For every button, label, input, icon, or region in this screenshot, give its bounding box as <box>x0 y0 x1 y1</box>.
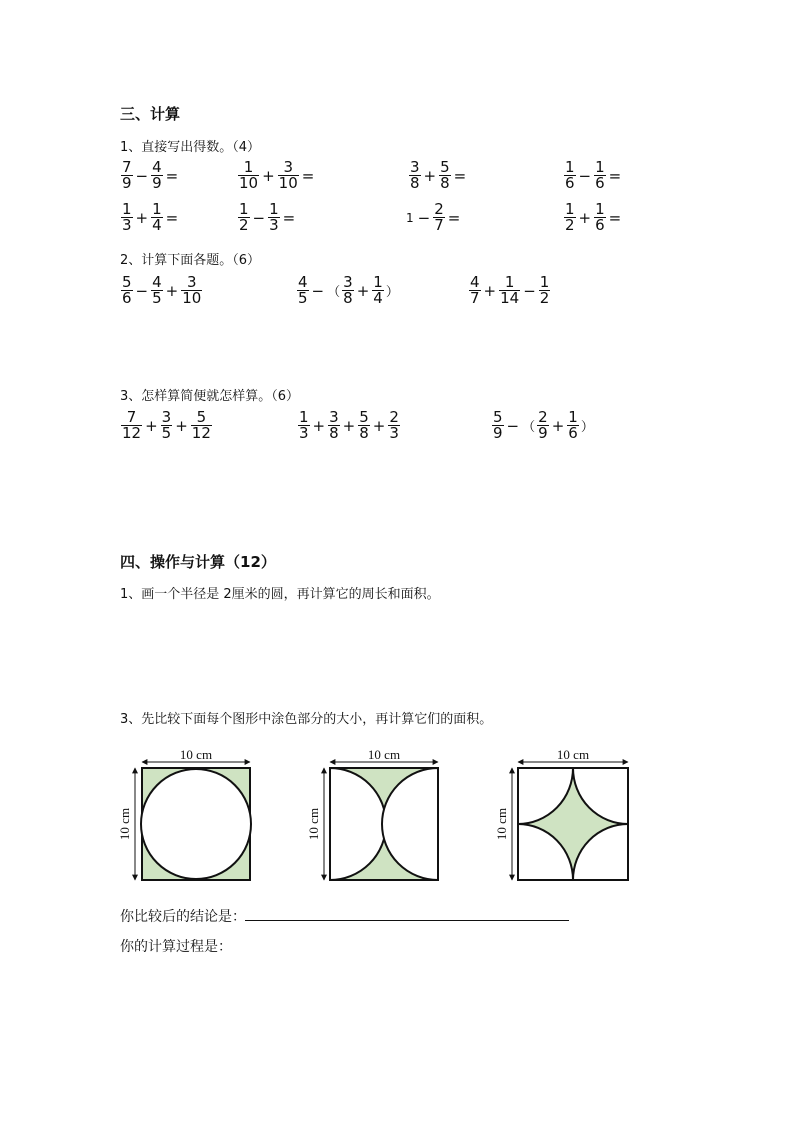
fraction <box>372 275 384 306</box>
denominator: 2 <box>239 216 249 234</box>
parenthesis: ） <box>580 420 594 435</box>
q1-expression <box>237 202 297 233</box>
operator: = <box>608 208 622 227</box>
q3-expression <box>120 410 213 441</box>
numerator: 1 <box>504 273 515 291</box>
operator: = <box>447 208 461 227</box>
denominator: 8 <box>410 174 420 192</box>
numerator: 5 <box>196 408 207 426</box>
denominator: 9 <box>122 174 132 192</box>
number: 1 <box>406 210 414 225</box>
numerator: 1 <box>269 200 279 218</box>
numerator: 5 <box>493 408 503 426</box>
operator: + <box>356 281 370 300</box>
denominator: 7 <box>434 216 444 234</box>
numerator: 1 <box>373 273 383 291</box>
fraction <box>594 202 606 233</box>
q1-expression <box>237 160 316 191</box>
height-label: 10 cm <box>117 807 132 841</box>
numerator: 3 <box>410 158 420 176</box>
numerator: 1 <box>122 200 132 218</box>
operator: + <box>312 416 326 435</box>
fraction <box>191 410 212 441</box>
numerator: 2 <box>538 408 548 426</box>
denominator: 6 <box>595 174 605 192</box>
operator: − <box>252 208 266 227</box>
denominator: 8 <box>440 174 450 192</box>
operator: + <box>423 166 437 185</box>
denominator: 10 <box>278 174 298 192</box>
denominator: 5 <box>152 289 162 307</box>
denominator: 10 <box>182 289 202 307</box>
numerator: 1 <box>299 408 309 426</box>
operator: − <box>578 166 592 185</box>
q2-expression <box>296 275 400 306</box>
numerator: 1 <box>595 200 605 218</box>
fraction <box>469 275 481 306</box>
fraction <box>238 202 250 233</box>
numerator: 5 <box>359 408 369 426</box>
operator: + <box>578 208 592 227</box>
fraction <box>492 410 504 441</box>
parenthesis: （ <box>522 420 536 435</box>
fraction <box>358 410 370 441</box>
conclusion-label: 你比较后的结论是： <box>120 909 246 925</box>
denominator: 3 <box>389 424 399 442</box>
height-label: 10 cm <box>494 807 509 841</box>
fraction <box>564 202 576 233</box>
numerator: 3 <box>161 408 172 426</box>
fraction <box>121 275 133 306</box>
operator: + <box>342 416 356 435</box>
denominator: 3 <box>269 216 279 234</box>
figure-circle-in-square <box>117 748 251 880</box>
operator: − <box>135 166 149 185</box>
operator: + <box>145 416 158 435</box>
q2-expression <box>120 275 203 306</box>
fraction <box>594 160 606 191</box>
q3-expression <box>297 410 401 441</box>
operator: − <box>311 281 325 300</box>
denominator: 12 <box>191 424 211 442</box>
numerator: 1 <box>152 200 162 218</box>
width-label: 10 cm <box>179 748 213 762</box>
fraction <box>268 202 280 233</box>
denominator: 14 <box>500 289 520 307</box>
q2-expression <box>468 275 551 306</box>
operator: = <box>282 208 296 227</box>
fraction <box>181 275 202 306</box>
denominator: 3 <box>299 424 309 442</box>
denominator: 8 <box>359 424 369 442</box>
shaded-figures <box>115 748 665 888</box>
operator: + <box>483 281 497 300</box>
operator: + <box>551 416 565 435</box>
fraction <box>151 160 163 191</box>
denominator: 4 <box>373 289 383 307</box>
operator: = <box>608 166 622 185</box>
denominator: 10 <box>239 174 259 192</box>
fraction <box>298 410 310 441</box>
q1-expression <box>563 160 623 191</box>
numerator: 1 <box>243 158 254 176</box>
operator: − <box>506 416 520 435</box>
height-label: 10 cm <box>306 807 321 841</box>
fraction <box>121 160 133 191</box>
operator: = <box>165 208 179 227</box>
numerator: 3 <box>283 158 293 176</box>
operator: = <box>453 166 467 185</box>
width-label: 10 cm <box>556 748 590 762</box>
q1-expression <box>408 160 468 191</box>
parenthesis: ） <box>385 285 399 300</box>
numerator: 5 <box>122 273 132 291</box>
operator: + <box>165 281 179 300</box>
denominator: 6 <box>565 174 575 192</box>
section-title-operation: 四、操作与计算（12） <box>120 553 276 571</box>
denominator: 9 <box>152 174 162 192</box>
fraction <box>539 275 551 306</box>
numerator: 4 <box>298 273 308 291</box>
operator: + <box>262 166 275 185</box>
fraction <box>328 410 340 441</box>
fraction <box>278 160 299 191</box>
denominator: 3 <box>122 216 132 234</box>
denominator: 6 <box>595 216 605 234</box>
q1-expression <box>120 202 180 233</box>
numerator: 3 <box>187 273 197 291</box>
numerator: 1 <box>539 273 550 291</box>
fraction <box>151 275 163 306</box>
denominator: 2 <box>565 216 575 234</box>
fraction <box>433 202 445 233</box>
fraction <box>567 410 579 441</box>
process-label: 你的计算过程是： <box>120 939 232 955</box>
numerator: 1 <box>568 408 578 426</box>
fraction <box>151 202 163 233</box>
q3-prompt: 3、怎样算简便就怎样算。（6） <box>120 389 300 404</box>
fraction <box>409 160 421 191</box>
operator: − <box>417 208 431 227</box>
denominator: 8 <box>329 424 339 442</box>
fraction <box>439 160 451 191</box>
q1-expression <box>563 202 623 233</box>
numerator: 2 <box>389 408 399 426</box>
numerator: 2 <box>434 200 444 218</box>
denominator: 6 <box>122 289 132 307</box>
numerator: 1 <box>565 200 575 218</box>
fraction <box>564 160 576 191</box>
numerator: 3 <box>343 273 353 291</box>
numerator: 1 <box>595 158 605 176</box>
q2-prompt: 2、计算下面各题。（6） <box>120 253 261 268</box>
numerator: 4 <box>152 158 162 176</box>
fraction <box>297 275 309 306</box>
fraction <box>499 275 520 306</box>
figure-two-semicircles <box>306 748 438 880</box>
width-label: 10 cm <box>367 748 401 762</box>
s4-q1-prompt: 1、画一个半径是 2厘米的圆，再计算它的周长和面积。 <box>120 587 440 602</box>
s4-q3-prompt: 3、先比较下面每个图形中涂色部分的大小，再计算它们的面积。 <box>120 712 493 727</box>
q1-expression <box>404 202 462 233</box>
operator: = <box>301 166 315 185</box>
fraction <box>161 410 173 441</box>
fraction <box>388 410 400 441</box>
denominator: 6 <box>568 424 578 442</box>
numerator: 1 <box>565 158 575 176</box>
operator: + <box>175 416 188 435</box>
parenthesis: （ <box>327 285 341 300</box>
numerator: 1 <box>239 200 249 218</box>
q1-expression <box>120 160 180 191</box>
numerator: 3 <box>329 408 339 426</box>
denominator: 2 <box>539 289 550 307</box>
denominator: 4 <box>152 216 162 234</box>
q1-prompt: 1、直接写出得数。（4） <box>120 140 261 155</box>
denominator: 9 <box>493 424 503 442</box>
fraction <box>121 410 142 441</box>
operator: + <box>372 416 386 435</box>
operator: = <box>165 166 179 185</box>
fraction <box>537 410 549 441</box>
denominator: 9 <box>538 424 548 442</box>
numerator: 7 <box>122 158 132 176</box>
denominator: 12 <box>122 424 142 442</box>
figure-four-quarter-circles <box>494 748 628 880</box>
numerator: 5 <box>440 158 450 176</box>
numerator: 4 <box>152 273 162 291</box>
inscribed-circle <box>141 769 251 879</box>
numerator: 4 <box>470 273 480 291</box>
operator: − <box>135 281 149 300</box>
section-title-calc: 三、计算 <box>120 105 181 123</box>
fraction <box>342 275 354 306</box>
fraction <box>238 160 259 191</box>
denominator: 5 <box>161 424 172 442</box>
denominator: 7 <box>470 289 480 307</box>
q3-expression <box>491 410 595 441</box>
conclusion-answer-line[interactable] <box>245 919 569 921</box>
numerator: 7 <box>126 408 137 426</box>
operator: − <box>523 281 536 300</box>
denominator: 8 <box>343 289 353 307</box>
operator: + <box>135 208 149 227</box>
fraction <box>121 202 133 233</box>
denominator: 5 <box>298 289 308 307</box>
